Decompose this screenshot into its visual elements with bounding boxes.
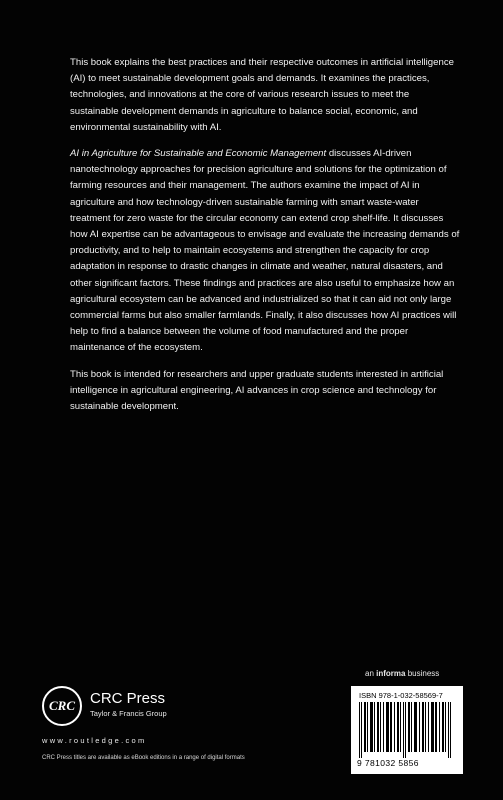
description-paragraph-2 [70, 146, 460, 357]
crc-logo-icon: CRC [42, 686, 82, 726]
barcode-digits: 9 781032 5856 [357, 758, 419, 768]
description-paragraph-2-text: discusses AI-driven nanotechnology approaches for precision agriculture and solutions for the optimization of farming resources and their management. The authors examine the impact of AI in agriculture and how technology-driven sustainable farming with smart waste-water treatment for zero waste for the circular economy can extend crop shelf-life. It discusses how AI expertise can be advantageous to envisage and evaluate the increasing demands of productivity, and to help to maintain ecosystems and strengthen the capacity for crop adaptation in response to drastic changes in climate and weather, natural disasters, and other significant factors. These findings and practices are also useful to emphasize how an agricultural ecosystem can be advanced and industrialized so that it can aid not only large commercial farms but also smaller farmlands. Finally, it also discusses how AI practices will help to find a balance between the volume of food manufactured and the proper maintenance of the ecosystem. [70, 148, 460, 354]
description-paragraph-3: This book is intended for researchers and upper graduate students interested in artificial intelligence in agricultural engineering, AI advances in crop science and technology for sustainable development. [70, 368, 444, 413]
informa-brand: informa [376, 669, 406, 678]
publisher-website: www.routledge.com [42, 736, 147, 745]
ebook-note: CRC Press titles are available as eBook editions in a range of digital formats [42, 755, 245, 761]
book-description [70, 55, 460, 425]
publisher-group: Taylor & Francis Group [90, 709, 167, 718]
publisher-name: CRC Press [90, 690, 166, 707]
informa-business-label: an informa business [365, 669, 440, 678]
isbn-barcode [351, 686, 463, 774]
description-paragraph-1: This book explains the best practices and their respective outcomes in artificial intelligence (AI) to meet sustainable development goals and demands. It examines the practices, technologies, and innovations at the core of various research issues to meet the sustainable development demands in agriculture to balance social, economic, and environmental sustainability with AI. [70, 57, 454, 133]
barcode-bars [359, 702, 455, 758]
isbn-label: ISBN 978-1-032-58569-7 [359, 691, 443, 700]
book-title-italic: AI in Agriculture for Sustainable and Economic Management [70, 148, 327, 160]
